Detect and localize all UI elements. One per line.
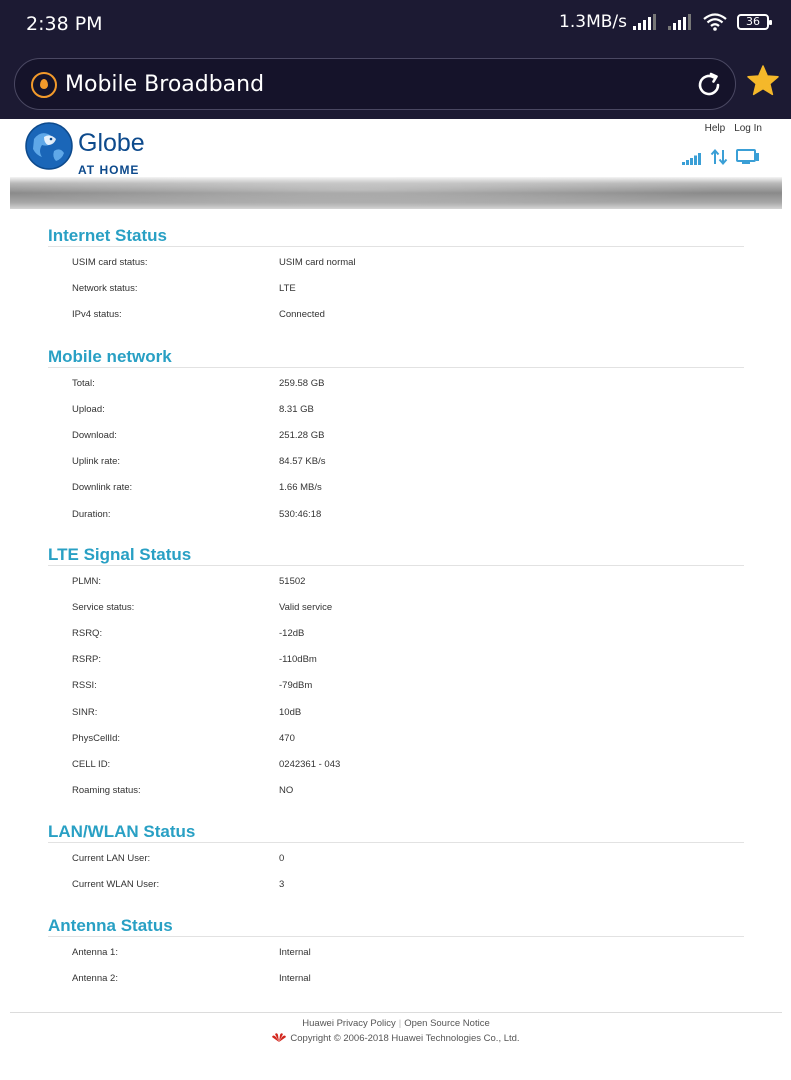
privacy-policy-link[interactable]: Huawei Privacy Policy	[302, 1018, 396, 1029]
field-label: Antenna 1:	[72, 947, 118, 958]
field-value: 470	[279, 732, 295, 744]
footer-links: Huawei Privacy Policy | Open Source Notice	[302, 1018, 490, 1029]
field-label: SINR:	[72, 706, 98, 718]
field-value: 259.58 GB	[279, 378, 325, 389]
field-label: RSRQ:	[72, 628, 103, 640]
signal-strength-icon	[682, 153, 702, 165]
header-links	[705, 123, 762, 134]
field-value: Connected	[279, 309, 325, 321]
field-label: RSRP:	[72, 654, 102, 666]
section-title: Mobile network	[48, 347, 172, 366]
net-speed: 1.3MB/s	[559, 12, 627, 32]
login-link[interactable]: Log In	[734, 123, 762, 134]
section-divider	[48, 367, 744, 368]
field-value: 3	[279, 879, 285, 891]
field-value: USIM card normal	[279, 257, 356, 268]
field-label: Network status:	[72, 283, 138, 295]
copyright-text: Copyright © 2006-2018 Huawei Technologies Co., Ltd.	[290, 1033, 520, 1044]
copyright	[10, 1032, 782, 1044]
field-label: Upload:	[72, 404, 105, 416]
data-transfer-icon	[710, 149, 728, 165]
field-label: IPv4 status:	[72, 309, 122, 321]
section-title: Antenna Status	[48, 916, 173, 935]
huawei-logo-icon	[272, 1032, 286, 1042]
field-value: 51502	[279, 576, 306, 587]
brand-name: Globe	[78, 129, 145, 157]
field-value: 0242361 - 043	[279, 758, 341, 770]
page-title: Mobile Broadband	[65, 72, 265, 97]
section-title: LTE Signal Status	[48, 545, 192, 564]
help-link[interactable]: Help	[704, 123, 726, 134]
field-label: Antenna 2:	[72, 973, 118, 985]
field-value: 0	[279, 853, 285, 864]
field-value: NO	[279, 784, 294, 796]
field-label: PLMN:	[72, 576, 102, 587]
field-label: Uplink rate:	[72, 456, 121, 468]
field-label: Service status:	[72, 602, 135, 614]
connected-device-icon	[736, 149, 760, 165]
field-label: Downlink rate:	[72, 482, 133, 494]
router-status-page	[10, 119, 782, 1080]
wifi-icon	[703, 13, 727, 31]
field-label: Download:	[72, 430, 117, 442]
header-status-icons	[682, 149, 760, 165]
status-bar	[0, 0, 791, 50]
reload-icon[interactable]	[695, 71, 723, 99]
section-title: Internet Status	[48, 226, 168, 245]
section-divider	[48, 936, 744, 937]
status-icons	[559, 12, 769, 32]
open-source-notice-link[interactable]: Open Source Notice	[404, 1018, 490, 1029]
field-value: 530:46:18	[279, 508, 322, 520]
site-favicon-icon	[31, 72, 57, 98]
field-value: Valid service	[279, 602, 333, 614]
field-label: Roaming status:	[72, 784, 141, 796]
status-time: 2:38 PM	[26, 13, 103, 35]
field-label: USIM card status:	[72, 257, 148, 268]
field-value: 8.31 GB	[279, 404, 314, 416]
field-label: Duration:	[72, 508, 111, 520]
field-value: 10dB	[279, 706, 302, 718]
section-divider	[48, 842, 744, 843]
field-value: 1.66 MB/s	[279, 482, 322, 494]
field-value: 251.28 GB	[279, 430, 325, 442]
field-label: Current WLAN User:	[72, 879, 160, 891]
bookmark-star-icon[interactable]	[746, 64, 780, 98]
field-label: CELL ID:	[72, 758, 111, 770]
field-label: Current LAN User:	[72, 853, 151, 864]
signal-2-icon	[668, 14, 691, 30]
field-value: LTE	[279, 283, 296, 295]
globe-logo-icon	[24, 121, 74, 171]
field-value: 84.57 KB/s	[279, 456, 326, 468]
field-label: Total:	[72, 378, 95, 389]
battery-icon: 36	[737, 14, 769, 30]
field-value: Internal	[279, 947, 311, 958]
field-value: -12dB	[279, 628, 305, 640]
section-divider	[48, 565, 744, 566]
signal-1-icon	[633, 14, 656, 30]
footer-divider	[10, 1012, 782, 1013]
browser-toolbar	[0, 50, 791, 119]
page-header	[10, 119, 782, 177]
field-label: RSSI:	[72, 680, 97, 692]
address-bar[interactable]	[14, 58, 736, 110]
section-title: LAN/WLAN Status	[48, 822, 196, 841]
section-divider	[48, 246, 744, 247]
field-value: -79dBm	[279, 680, 313, 692]
field-value: -110dBm	[279, 654, 317, 666]
field-value: Internal	[279, 973, 311, 985]
field-label: PhysCellId:	[72, 732, 121, 744]
header-banner	[10, 177, 782, 209]
brand-subtitle: AT HOME	[78, 163, 140, 177]
